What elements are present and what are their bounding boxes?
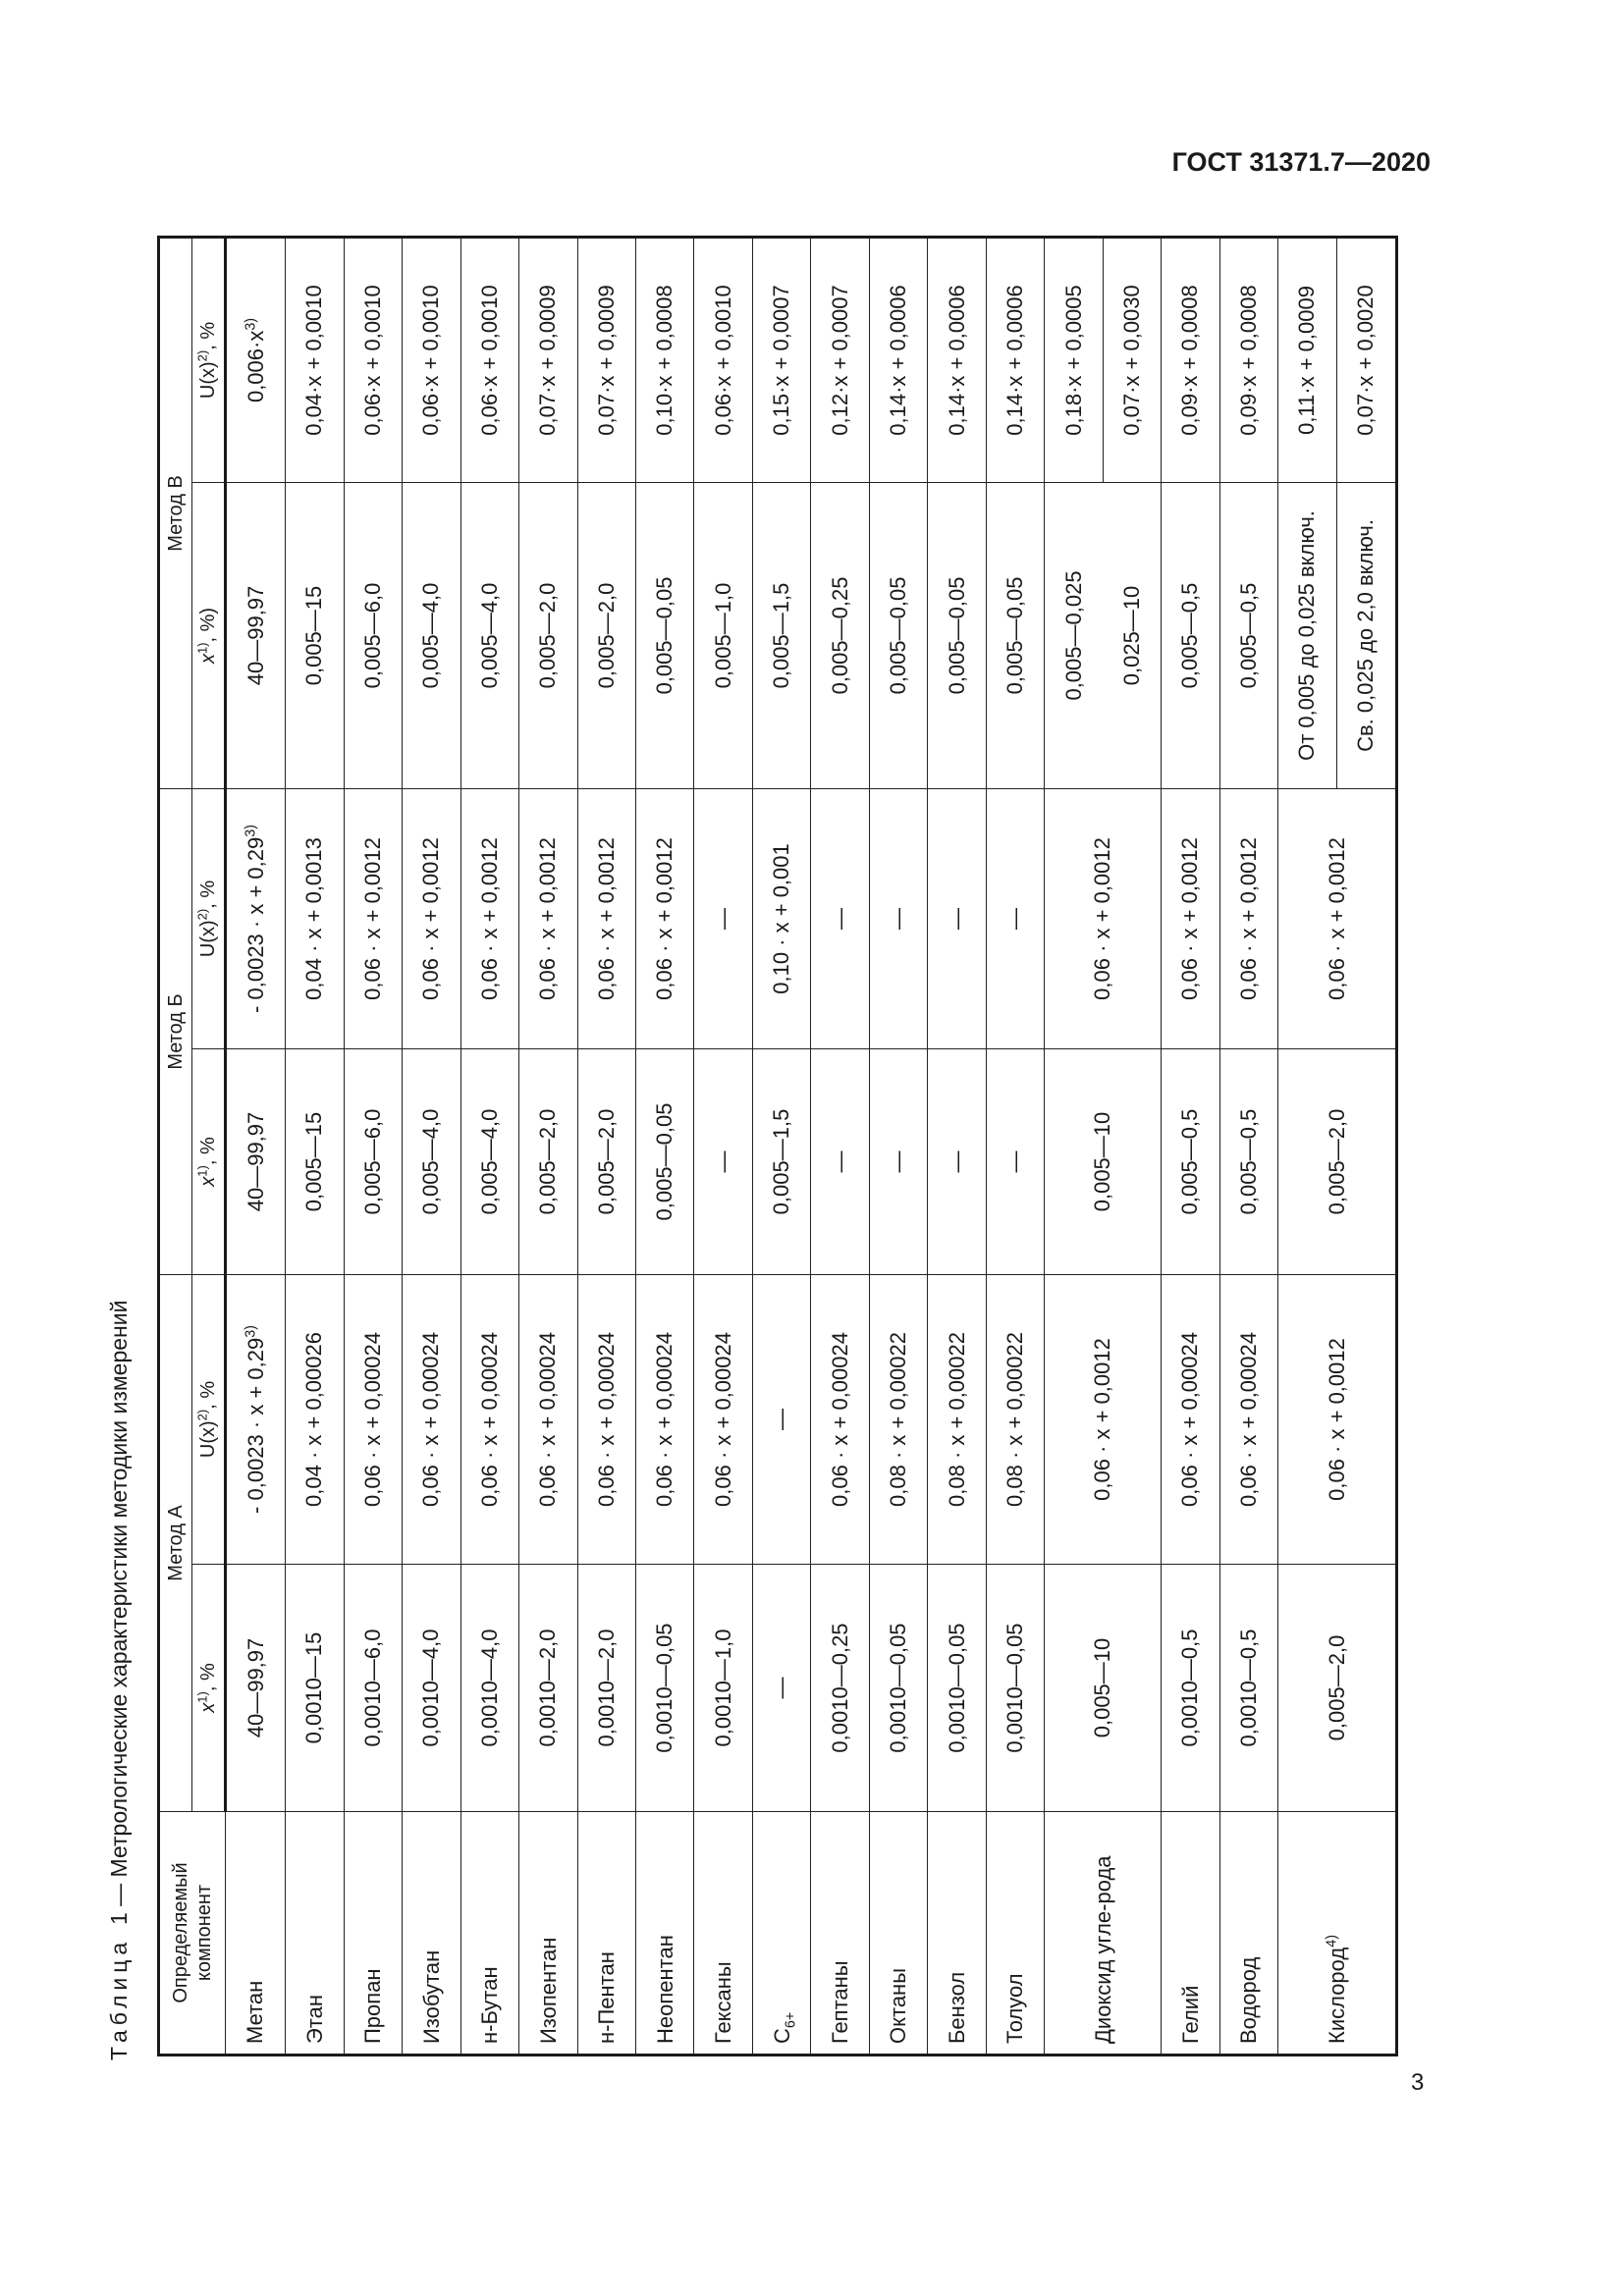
- table-row: [1162, 237, 1219, 2055]
- method-v-u-cell: 0,06·x + 0,0010: [460, 237, 518, 482]
- method-a-u-cell: 0,06 · x + 0,00024: [1219, 1275, 1277, 1565]
- component-cell: Гептаны: [811, 1812, 869, 2056]
- method-a-u-cell: —: [752, 1275, 810, 1565]
- table-row: [519, 237, 577, 2055]
- method-v-u-cell: 0,07·x + 0,0009: [577, 237, 635, 482]
- component-cell: Метан: [226, 1812, 286, 2056]
- table-row: [694, 237, 752, 2055]
- method-a-x-cell: 0,0010—0,05: [635, 1565, 693, 1812]
- method-a-u-cell: 0,08 · x + 0,00022: [928, 1275, 986, 1565]
- method-v-x-cell: От 0,005 до 0,025 включ.: [1278, 482, 1336, 788]
- table-row: [635, 237, 693, 2055]
- method-b-u-cell: 0,06 · x + 0,0012: [1278, 788, 1397, 1048]
- method-a-u-cell: 0,06 · x + 0,00024: [344, 1275, 402, 1565]
- method-v-u-cell: 0,15·x + 0,0007: [752, 237, 810, 482]
- method-b-x-cell: 0,005—10: [1045, 1049, 1162, 1275]
- method-a-x-cell: 40—99,97: [226, 1565, 286, 1812]
- method-a-header: Метод А: [159, 1275, 192, 1812]
- method-a-u-cell: 0,06 · x + 0,00024: [694, 1275, 752, 1565]
- page-number: 3: [1411, 2069, 1425, 2096]
- method-v-x-cell: 0,005—4,0: [460, 482, 518, 788]
- method-v-u-cell: 0,06·x + 0,0010: [694, 237, 752, 482]
- component-cell: Изопентан: [519, 1812, 577, 2056]
- method-b-x-cell: —: [694, 1049, 752, 1275]
- method-v-u-cell: 0,18·x + 0,0005: [1045, 237, 1103, 482]
- component-cell: Водород: [1219, 1812, 1277, 2056]
- caption-dash: —: [106, 1883, 132, 1906]
- method-b-x-cell: 0,005—2,0: [577, 1049, 635, 1275]
- method-a-x-cell: 0,0010—6,0: [344, 1565, 402, 1812]
- method-b-x-cell: 0,005—0,05: [635, 1049, 693, 1275]
- method-b-u-cell: 0,10 · x + 0,001: [752, 788, 810, 1048]
- method-a-u-header: $U(x)^{2)}$, %: [192, 1275, 226, 1565]
- method-v-x-cell: 0,005—0,05: [928, 482, 986, 788]
- method-v-x-cell: 0,005—0,05: [986, 482, 1044, 788]
- method-b-x-cell: 0,005—6,0: [344, 1049, 402, 1275]
- method-b-x-cell: —: [928, 1049, 986, 1275]
- method-a-x-cell: 0,0010—4,0: [403, 1565, 460, 1812]
- method-v-x-cell: 0,005—0,25: [811, 482, 869, 788]
- method-b-u-cell: 0,06 · x + 0,0012: [577, 788, 635, 1048]
- method-v-x-cell: 0,005—1,5: [752, 482, 810, 788]
- method-v-u-cell: 0,09·x + 0,0008: [1219, 237, 1277, 482]
- method-v-u-cell: $0,006\cdot x^{3)}$: [226, 237, 286, 482]
- component-cell: Гелий: [1162, 1812, 1219, 2056]
- method-a-x-cell: 0,0010—2,0: [577, 1565, 635, 1812]
- method-a-u-cell: 0,08 · x + 0,00022: [986, 1275, 1044, 1565]
- method-b-u-cell: - $0,0023 \cdot x + 0,29^{3)}$: [226, 788, 286, 1048]
- component-cell: Пропан: [344, 1812, 402, 2056]
- table-row: [344, 237, 402, 2055]
- component-cell: $C_{6+}$: [752, 1812, 810, 2056]
- method-v-u-cell: 0,12·x + 0,0007: [811, 237, 869, 482]
- method-b-x-cell: 0,005—2,0: [519, 1049, 577, 1275]
- method-b-x-header: $x^{1)}$, %: [192, 1049, 226, 1275]
- method-v-x-cell: 0,005—4,0: [403, 482, 460, 788]
- method-a-u-cell: 0,04 · x + 0,00026: [286, 1275, 344, 1565]
- caption-title: Метрологические характеристики методики измерений: [106, 1300, 132, 1878]
- component-cell: Октаны: [869, 1812, 927, 2056]
- method-v-u-cell: 0,11·x + 0,0009: [1278, 237, 1336, 482]
- method-a-x-cell: —: [752, 1565, 810, 1812]
- method-v-header: Метод В: [159, 237, 192, 788]
- method-b-u-cell: 0,06 · x + 0,0012: [1045, 788, 1162, 1048]
- method-v-u-cell: 0,10·x + 0,0008: [635, 237, 693, 482]
- method-v-u-cell: 0,07·x + 0,0009: [519, 237, 577, 482]
- method-b-x-cell: —: [811, 1049, 869, 1275]
- method-v-x-cell: 0,005—0,05: [635, 482, 693, 788]
- component-cell: Неопентан: [635, 1812, 693, 2056]
- method-v-u-cell: 0,06·x + 0,0010: [403, 237, 460, 482]
- table-row: [752, 237, 810, 2055]
- table-row: [811, 237, 869, 2055]
- method-v-u-cell: 0,14·x + 0,0006: [928, 237, 986, 482]
- table-row: [226, 237, 286, 2055]
- method-v-u-cell: 0,09·x + 0,0008: [1162, 237, 1219, 482]
- method-b-x-cell: 0,005—4,0: [460, 1049, 518, 1275]
- method-b-x-cell: —: [986, 1049, 1044, 1275]
- method-b-x-cell: 0,005—4,0: [403, 1049, 460, 1275]
- table-row: [460, 237, 518, 2055]
- method-a-u-cell: 0,06 · x + 0,00024: [460, 1275, 518, 1565]
- method-b-u-cell: —: [928, 788, 986, 1048]
- method-v-x-header: $x^{1)}$, %): [192, 482, 226, 788]
- method-v-u-header: $U(x)^{2)}$, %: [192, 237, 226, 482]
- method-a-x-cell: 0,0010—0,5: [1162, 1565, 1219, 1812]
- table-row: [869, 237, 927, 2055]
- method-a-x-cell: 0,0010—1,0: [694, 1565, 752, 1812]
- method-b-u-cell: 0,04 · x + 0,0013: [286, 788, 344, 1048]
- method-b-u-cell: 0,06 · x + 0,0012: [635, 788, 693, 1048]
- method-b-u-cell: 0,06 · x + 0,0012: [344, 788, 402, 1048]
- component-cell: Гексаны: [694, 1812, 752, 2056]
- table-row: [286, 237, 344, 2055]
- component-cell: н-Бутан: [460, 1812, 518, 2056]
- method-v-x-cell: 0,005—15: [286, 482, 344, 788]
- method-a-x-header: $x^{1)}$, %: [192, 1565, 226, 1812]
- method-b-u-cell: —: [811, 788, 869, 1048]
- table-row: [928, 237, 986, 2055]
- method-a-x-cell: 0,0010—2,0: [519, 1565, 577, 1812]
- method-b-u-cell: —: [869, 788, 927, 1048]
- table-row: [403, 237, 460, 2055]
- method-a-u-cell: 0,08 · x + 0,00022: [869, 1275, 927, 1565]
- method-a-u-cell: 0,06 · x + 0,00024: [403, 1275, 460, 1565]
- component-cell: Толуол: [986, 1812, 1044, 2056]
- method-v-x-cell: 0,005—0,5: [1219, 482, 1277, 788]
- method-v-u-cell: 0,14·x + 0,0006: [869, 237, 927, 482]
- method-v-u-cell: 0,07·x + 0,0030: [1103, 237, 1161, 482]
- table-row: [1045, 237, 1103, 2055]
- table-row: [1219, 237, 1277, 2055]
- document-code: ГОСТ 31371.7—2020: [1171, 147, 1431, 177]
- method-b-x-cell: 0,005—15: [286, 1049, 344, 1275]
- table-row: [986, 237, 1044, 2055]
- table-caption: [106, 1301, 133, 2060]
- component-cell: Кислород$^{4)}$: [1278, 1812, 1397, 2056]
- method-v-x-cell: 0,025—10: [1103, 482, 1161, 788]
- method-a-x-cell: 0,005—10: [1045, 1565, 1162, 1812]
- method-v-x-cell: Св. 0,025 до 2,0 включ.: [1336, 482, 1396, 788]
- method-v-x-cell: 0,005—0,025: [1045, 482, 1103, 788]
- method-v-u-cell: 0,06·x + 0,0010: [344, 237, 402, 482]
- header-row-methods: [159, 237, 192, 2055]
- component-cell: н-Пентан: [577, 1812, 635, 2056]
- component-cell: Изобутан: [403, 1812, 460, 2056]
- component-cell: Бензол: [928, 1812, 986, 2056]
- header-row-quantities: [192, 237, 226, 2055]
- method-b-u-cell: 0,06 · x + 0,0012: [1162, 788, 1219, 1048]
- method-a-x-cell: 0,0010—0,05: [928, 1565, 986, 1812]
- method-b-u-cell: —: [986, 788, 1044, 1048]
- method-a-x-cell: 0,0010—0,5: [1219, 1565, 1277, 1812]
- method-b-u-cell: 0,06 · x + 0,0012: [460, 788, 518, 1048]
- table-row: [1278, 237, 1336, 2055]
- method-a-x-cell: 0,0010—0,05: [986, 1565, 1044, 1812]
- caption-label: Таблица: [106, 1937, 132, 2060]
- method-b-x-cell: 0,005—0,5: [1219, 1049, 1277, 1275]
- method-a-u-cell: 0,06 · x + 0,0012: [1278, 1275, 1397, 1565]
- method-b-header: Метод Б: [159, 788, 192, 1274]
- method-v-u-cell: 0,14·x + 0,0006: [986, 237, 1044, 482]
- method-b-x-cell: 40—99,97: [226, 1049, 286, 1275]
- method-a-x-cell: 0,0010—15: [286, 1565, 344, 1812]
- component-header: Определяемый компонент: [159, 1812, 226, 2056]
- method-a-u-cell: 0,06 · x + 0,00024: [519, 1275, 577, 1565]
- component-cell: Диоксид угле-рода: [1045, 1812, 1162, 2056]
- method-a-u-cell: 0,06 · x + 0,00024: [635, 1275, 693, 1565]
- method-v-x-cell: 0,005—2,0: [577, 482, 635, 788]
- method-v-x-cell: 0,005—0,5: [1162, 482, 1219, 788]
- method-v-x-cell: 0,005—0,05: [869, 482, 927, 788]
- method-a-x-cell: 0,005—2,0: [1278, 1565, 1397, 1812]
- method-v-u-cell: 0,07·x + 0,0020: [1336, 237, 1396, 482]
- method-b-x-cell: 0,005—1,5: [752, 1049, 810, 1275]
- metrology-table: [157, 236, 1398, 2056]
- method-b-u-cell: 0,06 · x + 0,0012: [403, 788, 460, 1048]
- method-b-u-cell: 0,06 · x + 0,0012: [1219, 788, 1277, 1048]
- method-a-u-cell: 0,06 · x + 0,00024: [577, 1275, 635, 1565]
- method-v-x-cell: 0,005—6,0: [344, 482, 402, 788]
- method-a-u-cell: - $0,0023 \cdot x + 0,29^{3)}$: [226, 1275, 286, 1565]
- caption-number: 1: [106, 1912, 132, 1926]
- component-cell: Этан: [286, 1812, 344, 2056]
- method-b-u-header: $U(x)^{2)}$, %: [192, 788, 226, 1048]
- method-a-x-cell: 0,0010—4,0: [460, 1565, 518, 1812]
- method-b-x-cell: 0,005—2,0: [1278, 1049, 1397, 1275]
- method-b-u-cell: 0,06 · x + 0,0012: [519, 788, 577, 1048]
- method-b-x-cell: —: [869, 1049, 927, 1275]
- method-a-u-cell: 0,06 · x + 0,00024: [811, 1275, 869, 1565]
- method-v-x-cell: 0,005—2,0: [519, 482, 577, 788]
- method-v-x-cell: 0,005—1,0: [694, 482, 752, 788]
- method-a-x-cell: 0,0010—0,25: [811, 1565, 869, 1812]
- method-v-u-cell: 0,04·x + 0,0010: [286, 237, 344, 482]
- method-a-x-cell: 0,0010—0,05: [869, 1565, 927, 1812]
- method-a-u-cell: 0,06 · x + 0,00024: [1162, 1275, 1219, 1565]
- method-b-u-cell: —: [694, 788, 752, 1048]
- method-v-x-cell: 40—99,97: [226, 482, 286, 788]
- table-row: [577, 237, 635, 2055]
- method-b-x-cell: 0,005—0,5: [1162, 1049, 1219, 1275]
- method-a-u-cell: 0,06 · x + 0,0012: [1045, 1275, 1162, 1565]
